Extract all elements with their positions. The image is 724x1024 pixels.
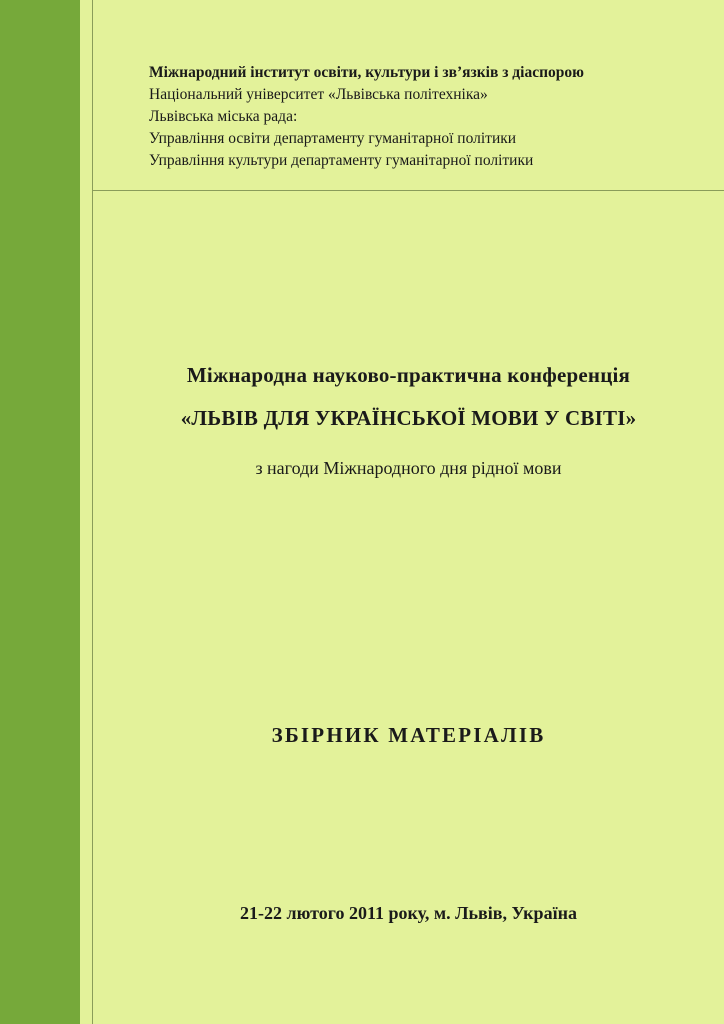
- date-place: 21-22 лютого 2011 року, м. Львів, Україна: [240, 903, 577, 923]
- conference-occasion: з нагоди Міжнародного дня рідної мови: [255, 458, 562, 478]
- collection-title: ЗБІРНИК МАТЕРІАЛІВ: [271, 723, 546, 747]
- band-gap: [80, 0, 92, 1024]
- organizer-line: Львівська міська рада:: [149, 108, 298, 125]
- organizer-line: Управління освіти департаменту гуманітарної політики: [149, 130, 517, 147]
- organizer-line: Міжнародний інститут освіти, культури і зв’язків з діаспорою: [149, 64, 584, 81]
- collection-block: [93, 723, 724, 748]
- cover-content: [93, 0, 724, 1024]
- decorative-left-band: [0, 0, 80, 1024]
- conference-block: [93, 360, 724, 481]
- conference-name: «ЛЬВІВ ДЛЯ УКРАЇНСЬКОЇ МОВИ У СВІТІ»: [180, 406, 637, 430]
- organizers-block: [149, 62, 709, 172]
- conference-type: Міжнародна науково-практична конференція: [186, 363, 631, 387]
- organizer-line: Національний університет «Львівська політехніка»: [149, 86, 488, 103]
- date-place-block: [93, 903, 724, 924]
- organizer-line: Управління культури департаменту гуманітарної політики: [149, 152, 534, 169]
